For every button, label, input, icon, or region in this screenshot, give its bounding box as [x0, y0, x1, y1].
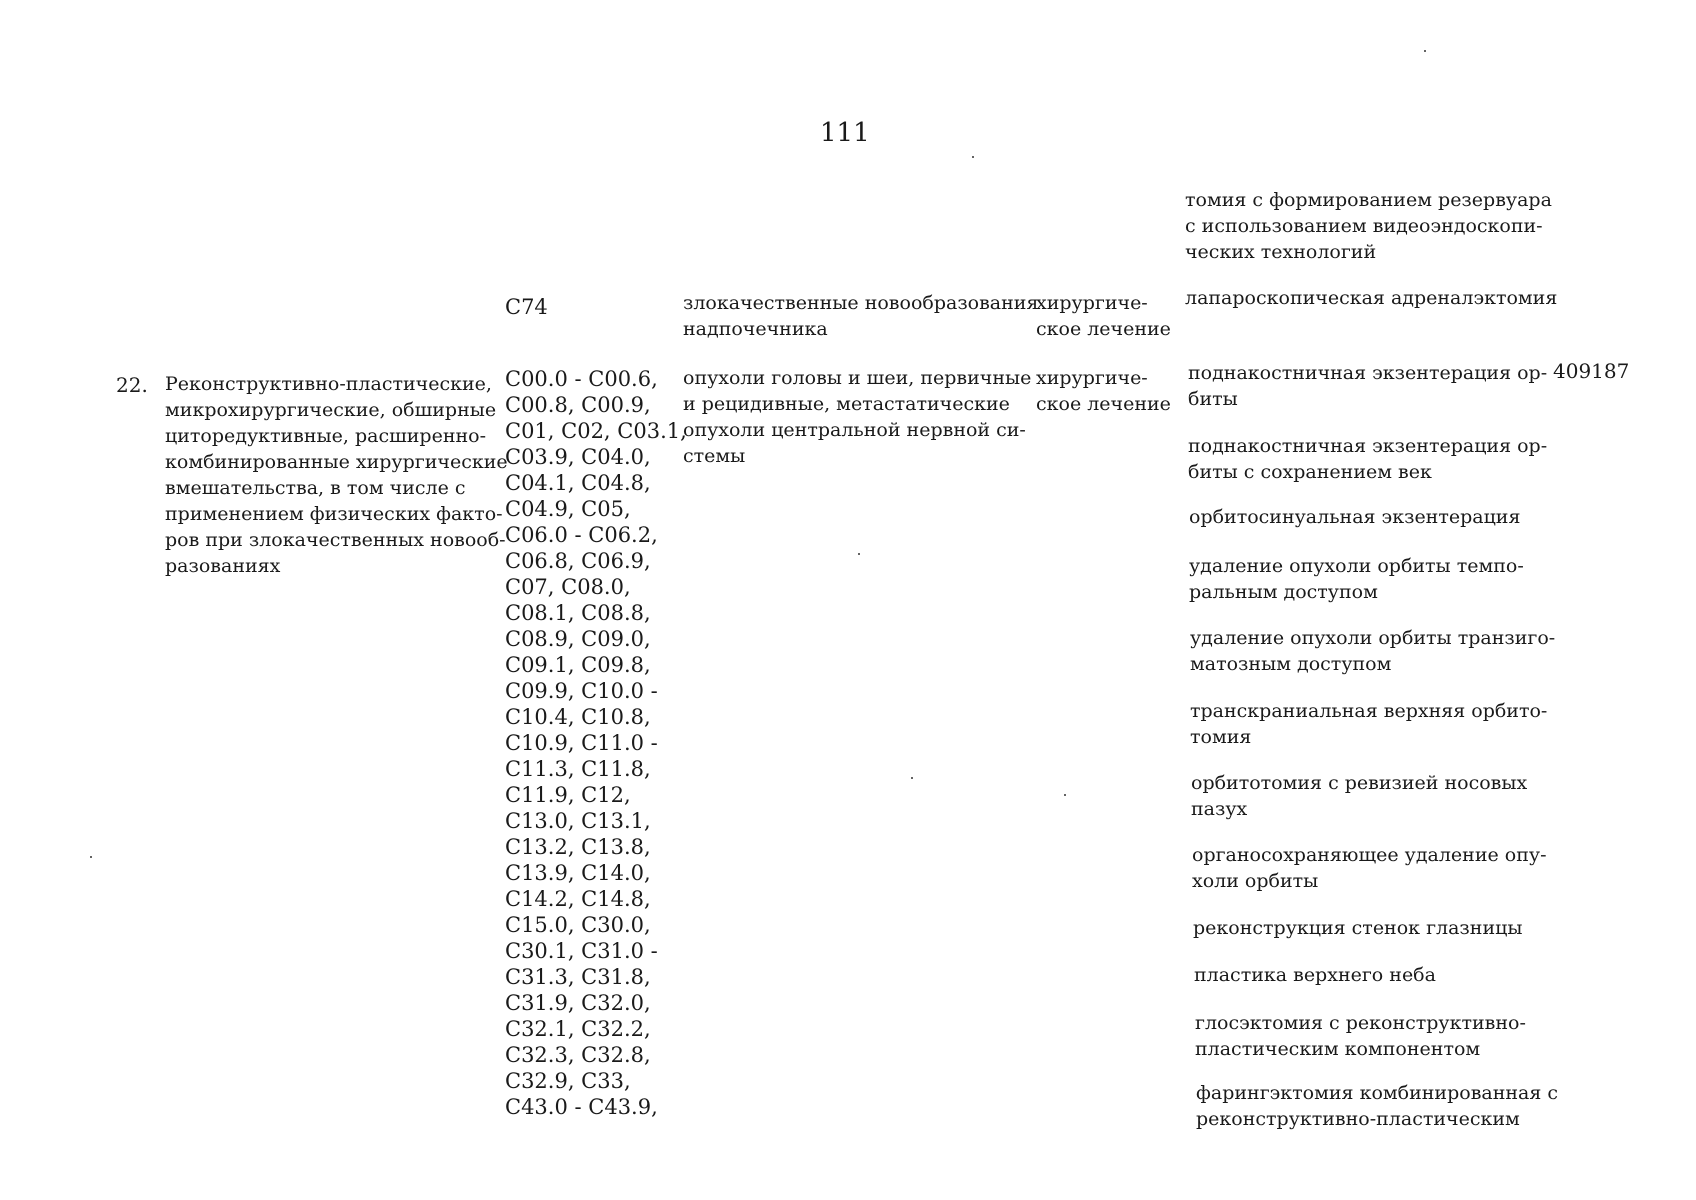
page-number: 111 — [820, 118, 870, 148]
group-description: Реконструктивно-пластические, микрохирургические, обширные циторедуктивные, расширенно- комбинированные хирургические вмешательства, в том числе с применением физических факто- ров при злокачественных новооб- разованиях — [165, 373, 508, 577]
row-number: 22. — [116, 373, 148, 397]
c74-treatment: хирургиче- ское лечение — [1036, 292, 1171, 340]
c74-codes: C74 — [505, 295, 548, 319]
method-item: поднакостничная экзентерация ор- биты — [1188, 362, 1548, 410]
scan-speck — [972, 156, 974, 158]
method-item: фарингэктомия комбинированная с реконструктивно-пластическим — [1196, 1082, 1559, 1130]
method-item: орбитосинуальная экзентерация — [1189, 506, 1521, 528]
scan-speck — [858, 553, 860, 555]
diagnosis-description: опухоли головы и шеи, первичные и рецидивные, метастатические опухоли центральной нервной си- стемы — [683, 367, 1032, 467]
cost-value: 409187 — [1553, 359, 1630, 383]
scan-speck — [90, 856, 92, 858]
method-item: орбитотомия с ревизией носовых пазух — [1191, 772, 1528, 820]
scan-speck — [1064, 794, 1066, 796]
scan-speck — [911, 777, 913, 779]
c74-diagnosis: злокачественные новообразования надпочечника — [683, 292, 1039, 340]
method-item: органосохраняющее удаление опу- холи орбиты — [1192, 844, 1547, 892]
icd-codes-list: C00.0 - C00.6, C00.8, C00.9, C01, C02, C03.1, C03.9, C04.0, C04.1, C04.8, C04.9, C05, C06.0 - C06.2, C06.8, C06.9, C07, C08.0, C08.1, C08.8, C08.9, C09.0, C09.1, C09.8, C09.9, C10.0 - C10.4, C10.8, C10.9, C11.0 - C11.3, C11.8, C11.9, C12, C13.0, C13.1, C13.2, C13.8, C13.9, C14.0, C14.2, C14.8, C15.0, C30.0, C30.1, C31.0 - C31.3, C31.8, C31.9, C32.0, C32.1, C32.2, C32.3, C32.8, C32.9, C33, C43.0 - C43.9, — [505, 367, 687, 1119]
scan-speck — [1424, 50, 1426, 52]
method-item: пластика верхнего неба — [1194, 964, 1436, 986]
method-item: глосэктомия с реконструктивно- пластическим компонентом — [1195, 1012, 1526, 1060]
method-item: удаление опухоли орбиты транзиго- матозным доступом — [1190, 627, 1556, 675]
method-item: реконструкция стенок глазницы — [1193, 917, 1523, 939]
method-item: транскраниальная верхняя орбито- томия — [1190, 700, 1548, 748]
treatment-type: хирургиче- ское лечение — [1036, 367, 1171, 415]
continuation-method: томия с формированием резервуара с использованием видеоэндоскопи- ческих технологий — [1185, 189, 1552, 263]
method-item: поднакостничная экзентерация ор- биты с сохранением век — [1188, 435, 1548, 483]
method-item: удаление опухоли орбиты темпо- ральным доступом — [1189, 555, 1524, 603]
c74-method: лапароскопическая адреналэктомия — [1185, 287, 1558, 309]
